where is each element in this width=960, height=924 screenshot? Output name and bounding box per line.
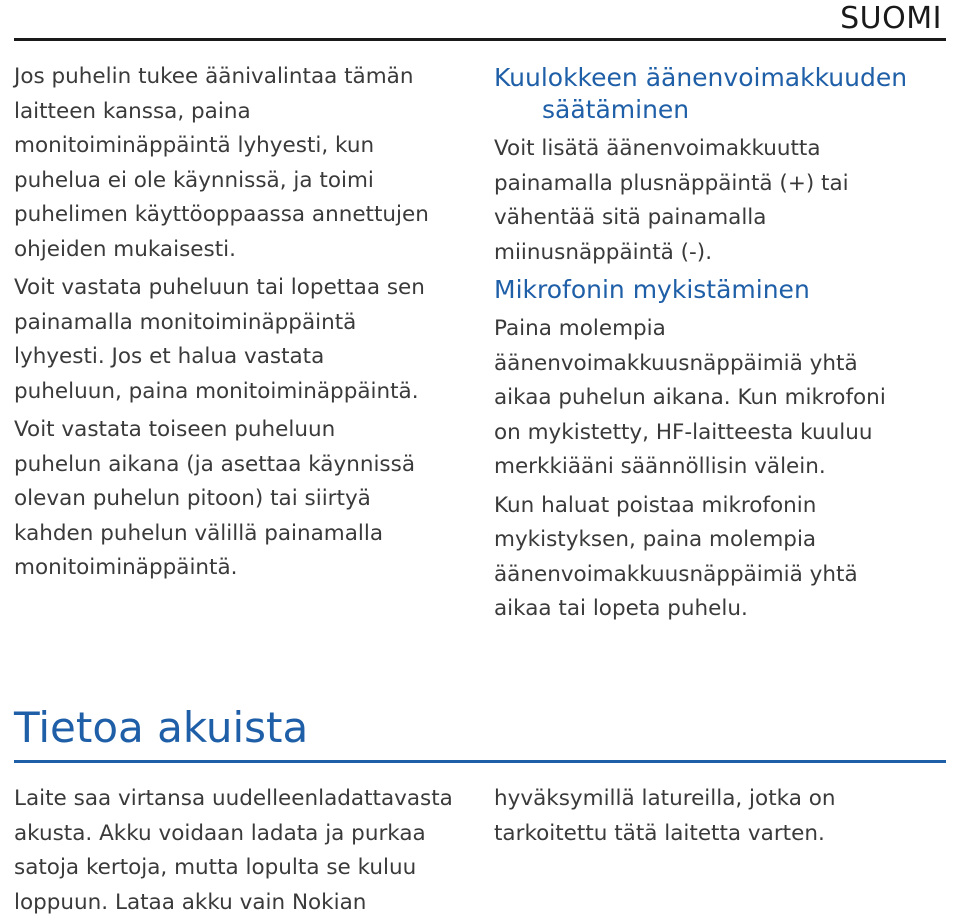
- section-title-battery: Tietoa akuista: [14, 703, 309, 752]
- text-line: aikaa puhelun aikana. Kun mikrofoni: [494, 385, 886, 410]
- paragraph-battery-cont: [494, 782, 946, 851]
- top-divider: [14, 38, 946, 41]
- text-line: monitoiminäppäintä.: [14, 555, 238, 580]
- text-line: on mykistetty, HF-laitteesta kuuluu: [494, 419, 873, 445]
- paragraph-battery: [14, 782, 466, 920]
- text-line: monitoiminäppäintä lyhyesti, kun: [14, 133, 375, 158]
- text-line: vähentää sitä painamalla: [494, 205, 767, 230]
- paragraph-volume: [494, 132, 946, 270]
- text-line: puhelun aikana (ja asettaa käynnissä: [14, 451, 416, 477]
- text-line: Voit vastata puheluun tai lopettaa sen: [14, 275, 425, 300]
- text-line: tarkoitettu tätä laitetta varten.: [494, 820, 825, 846]
- text-line: akusta. Akku voidaan ladata ja purkaa: [14, 820, 426, 846]
- heading-line: Kuulokkeen äänenvoimakkuuden: [494, 63, 908, 92]
- text-line: puhelua ei ole käynnissä, ja toimi: [14, 167, 374, 193]
- section-divider: [14, 760, 946, 763]
- text-line: Paina molempia: [494, 316, 666, 341]
- text-line: hyväksymillä latureilla, jotka on: [494, 786, 836, 811]
- text-line: Voit vastata toiseen puheluun: [14, 417, 336, 442]
- text-line: Kun haluat poistaa mikrofonin: [494, 492, 817, 518]
- text-line: äänenvoimakkuusnäppäimiä yhtä: [494, 561, 858, 587]
- text-line: Voit lisätä äänenvoimakkuutta: [494, 136, 821, 161]
- language-label: SUOMI: [840, 1, 942, 36]
- text-line: Jos puhelin tukee äänivalintaa tämän: [14, 64, 414, 89]
- left-column: [14, 60, 466, 590]
- text-line: miinusnäppäintä (-).: [494, 239, 713, 265]
- text-line: äänenvoimakkuusnäppäimiä yhtä: [494, 350, 858, 376]
- text-line: kahden puhelun välillä painamalla: [14, 520, 384, 546]
- text-line: olevan puhelun pitoon) tai siirtyä: [14, 486, 371, 511]
- heading-line: säätäminen: [542, 95, 690, 124]
- text-line: puheluun, paina monitoiminäppäintä.: [14, 378, 419, 404]
- heading-line: Mikrofonin mykistäminen: [494, 275, 810, 304]
- text-line: lyhyesti. Jos et halua vastata: [14, 344, 325, 369]
- heading-mute-microphone: [494, 274, 946, 306]
- paragraph-answer-call: [14, 271, 466, 409]
- heading-volume-adjust: [494, 62, 946, 126]
- paragraph-unmute: [494, 489, 946, 627]
- paragraph-voice-dialing: [14, 60, 466, 267]
- text-line: painamalla monitoiminäppäintä: [14, 309, 357, 335]
- right-column: [494, 62, 946, 631]
- paragraph-second-call: [14, 413, 466, 586]
- text-line: mykistyksen, paina molempia: [494, 527, 817, 552]
- battery-right-column: [494, 782, 946, 855]
- text-line: ohjeiden mukaisesti.: [14, 236, 236, 262]
- text-line: laitteen kanssa, paina: [14, 98, 251, 124]
- paragraph-mute: [494, 312, 946, 485]
- text-line: aikaa tai lopeta puhelu.: [494, 596, 748, 621]
- battery-left-column: [14, 782, 466, 924]
- text-line: loppuun. Lataa akku vain Nokian: [14, 889, 367, 915]
- text-line: satoja kertoja, mutta lopulta se kuluu: [14, 855, 417, 880]
- text-line: Laite saa virtansa uudelleenladattavasta: [14, 786, 453, 811]
- text-line: painamalla plusnäppäintä (+) tai: [494, 170, 849, 196]
- text-line: merkkiääni säännöllisin välein.: [494, 454, 826, 479]
- text-line: puhelimen käyttöoppaassa annettujen: [14, 202, 429, 227]
